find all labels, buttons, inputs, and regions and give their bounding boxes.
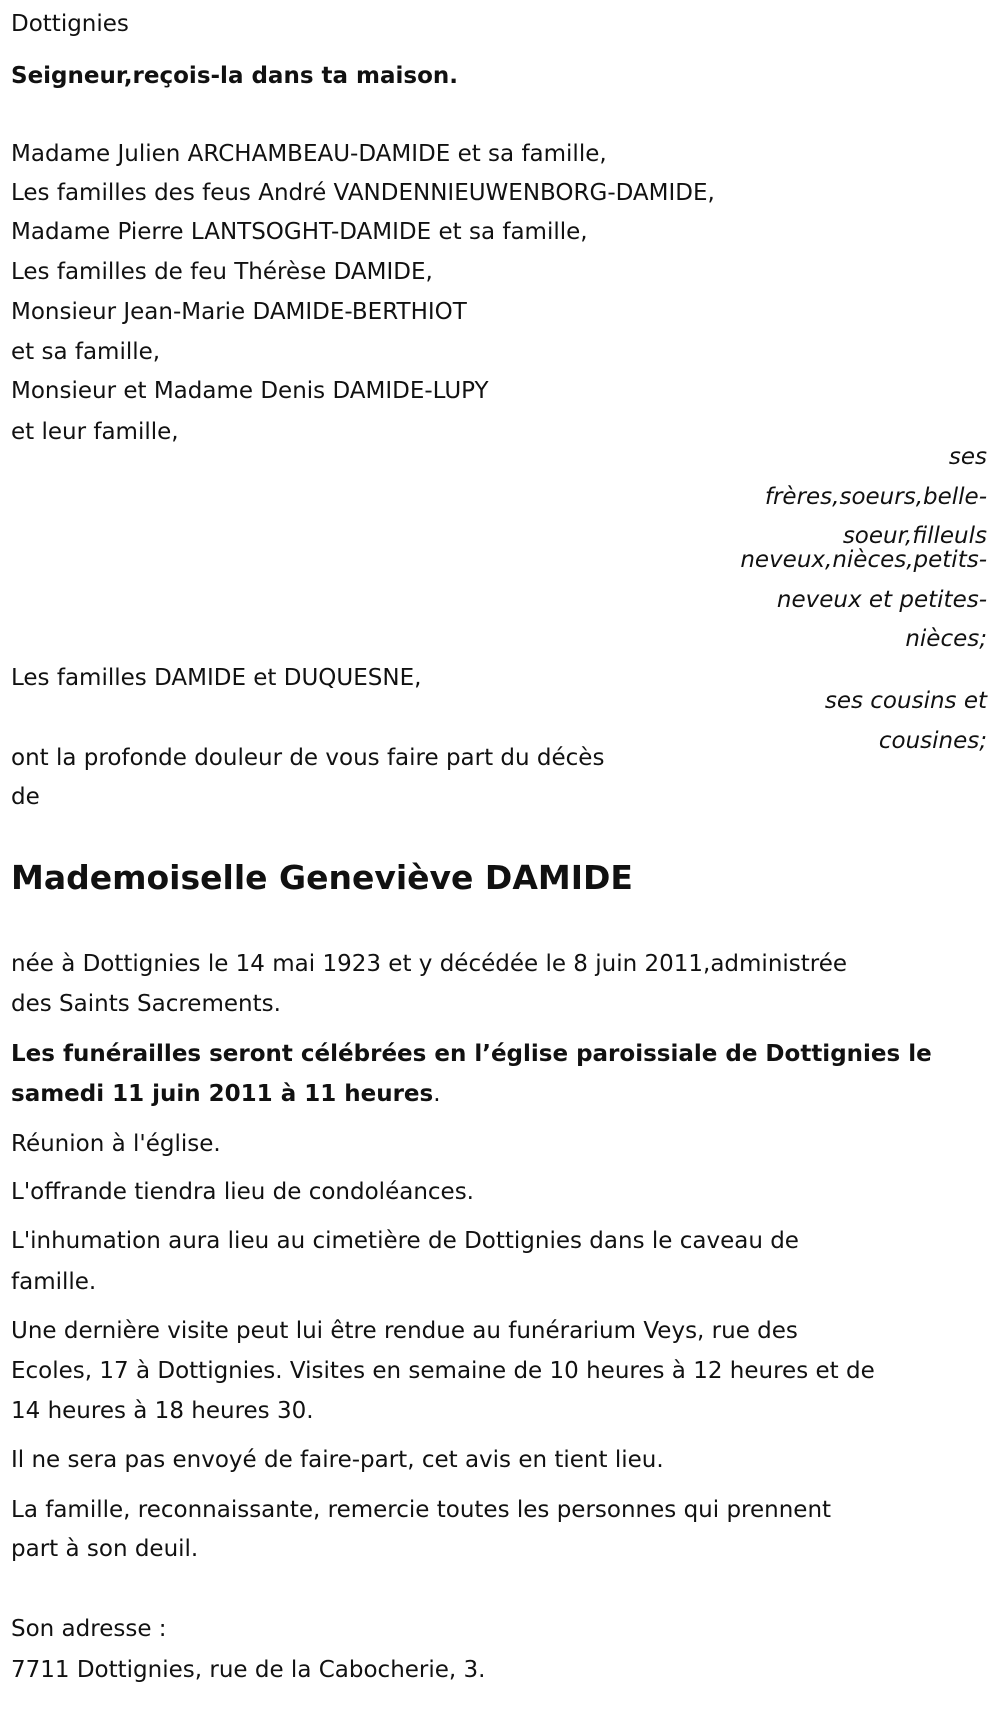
burial-text: famille. (11, 1269, 97, 1295)
relation-text: nièces; (905, 626, 987, 652)
relation-text: cousines; (878, 728, 987, 754)
address: 7711 Dottignies, rue de la Cabocherie, 3. (11, 1657, 486, 1683)
address-label: Son adresse : (11, 1616, 167, 1642)
family-line: Monsieur et Madame Denis DAMIDE-LUPY (11, 378, 489, 404)
relation-text: frères,soeurs,belle- (764, 484, 987, 510)
announcement: de (11, 784, 40, 810)
family-line: Les familles des feus André VANDENNIEUWENBORG-DAMIDE, (11, 180, 715, 206)
notice-text: Il ne sera pas envoyé de faire-part, cet avis en tient lieu. (11, 1447, 664, 1473)
burial-text: L'inhumation aura lieu au cimetière de Dottignies dans le caveau de (11, 1228, 799, 1254)
family-line: et sa famille, (11, 339, 161, 365)
thanks-text: La famille, reconnaissante, remercie toutes les personnes qui prennent (11, 1497, 832, 1523)
birth-text: des Saints Sacrements. (11, 991, 281, 1017)
offering-text: L'offrande tiendra lieu de condoléances. (11, 1179, 474, 1205)
funeral-date-end: . (433, 1081, 441, 1107)
funeral-date-bold: samedi 11 juin 2011 à 11 heures (11, 1081, 434, 1107)
family-line: Monsieur Jean-Marie DAMIDE-BERTHIOT (11, 299, 467, 325)
location: Dottignies (11, 11, 129, 37)
relation-text: ses (948, 444, 987, 470)
visit-text: Une dernière visite peut lui être rendue au funérarium Veys, rue des (11, 1318, 798, 1344)
relation-text: ses cousins et (824, 688, 987, 714)
visit-text: Ecoles, 17 à Dottignies. Visites en semaine de 10 heures à 12 heures et de (11, 1358, 875, 1384)
relation-text: soeur,filleuls (842, 523, 987, 549)
meeting-text: Réunion à l'église. (11, 1131, 221, 1157)
birth-text: née à Dottignies le 14 mai 1923 et y décédée le 8 juin 2011,administrée (11, 951, 848, 977)
family-line: Les familles DAMIDE et DUQUESNE, (11, 665, 422, 691)
funeral-date (11, 1076, 441, 1112)
visit-text: 14 heures à 18 heures 30. (11, 1398, 314, 1424)
announcement: ont la profonde douleur de vous faire part du décès (11, 745, 605, 771)
family-line: Les familles de feu Thérèse DAMIDE, (11, 259, 433, 285)
family-line: Madame Pierre LANTSOGHT-DAMIDE et sa famille, (11, 219, 588, 245)
relation-text: neveux,nièces,petits- (740, 547, 987, 573)
family-line: Madame Julien ARCHAMBEAU-DAMIDE et sa famille, (11, 141, 607, 167)
funeral-text: Les funérailles seront célébrées en l’église paroissiale de Dottignies le (11, 1041, 932, 1067)
family-line: et leur famille, (11, 419, 179, 445)
prayer: Seigneur,reçois-la dans ta maison. (11, 63, 459, 89)
deceased-name: Mademoiselle Geneviève DAMIDE (11, 858, 633, 897)
relation-text: neveux et petites- (776, 587, 987, 613)
thanks-text: part à son deuil. (11, 1536, 199, 1562)
